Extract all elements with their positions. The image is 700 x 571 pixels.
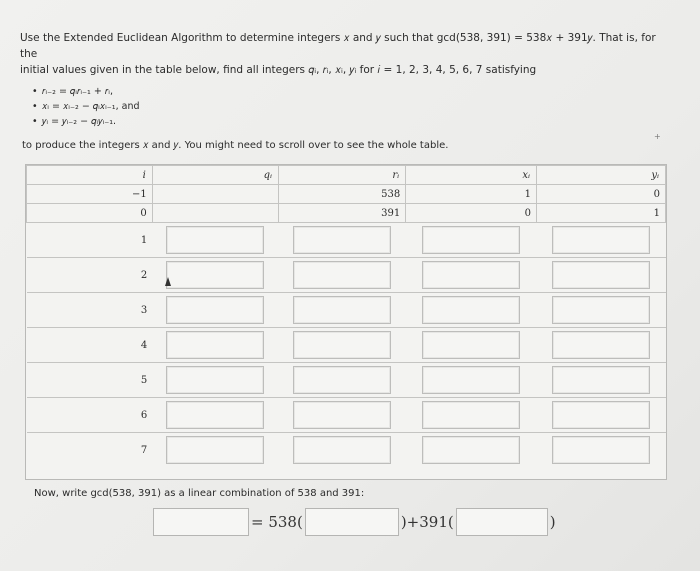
table-row bbox=[27, 204, 666, 223]
r-input[interactable] bbox=[293, 436, 391, 464]
mouse-cursor-icon bbox=[165, 277, 171, 286]
y-input[interactable] bbox=[552, 401, 650, 429]
cell-i: 6 bbox=[27, 398, 153, 433]
r-input[interactable] bbox=[293, 226, 391, 254]
cell-q bbox=[152, 204, 278, 223]
r-input[interactable] bbox=[293, 331, 391, 359]
q-input[interactable] bbox=[166, 401, 264, 429]
cell-x: 0 bbox=[406, 204, 537, 223]
y-input[interactable] bbox=[552, 296, 650, 324]
cell-i: 5 bbox=[27, 363, 153, 398]
cell-i: 3 bbox=[27, 293, 153, 328]
x-input[interactable] bbox=[422, 296, 520, 324]
recurrence-list bbox=[32, 84, 140, 129]
r-input[interactable] bbox=[293, 366, 391, 394]
cell-i: 4 bbox=[27, 328, 153, 363]
y-coefficient-input[interactable] bbox=[456, 508, 548, 536]
r-input[interactable] bbox=[293, 261, 391, 289]
euclid-table-container[interactable] bbox=[25, 164, 667, 480]
y-input[interactable] bbox=[552, 226, 650, 254]
cell-i: 0 bbox=[27, 204, 153, 223]
linear-combination-answer bbox=[153, 508, 558, 536]
y-input[interactable] bbox=[552, 366, 650, 394]
cell-r: 538 bbox=[279, 185, 406, 204]
cell-x: 1 bbox=[406, 185, 537, 204]
table-row bbox=[27, 328, 666, 363]
x-input[interactable] bbox=[422, 366, 520, 394]
x-input[interactable] bbox=[422, 331, 520, 359]
cell-y: 0 bbox=[536, 185, 665, 204]
header-r: 𝑟ᵢ bbox=[279, 166, 406, 185]
r-input[interactable] bbox=[293, 401, 391, 429]
cell-i: 1 bbox=[27, 223, 153, 258]
q-input[interactable] bbox=[166, 366, 264, 394]
x-input[interactable] bbox=[422, 226, 520, 254]
cell-y: 1 bbox=[536, 204, 665, 223]
euclid-table bbox=[26, 165, 666, 467]
x-input[interactable] bbox=[422, 261, 520, 289]
header-i: 𝑖 bbox=[27, 166, 153, 185]
q-input[interactable] bbox=[166, 436, 264, 464]
equals-538-label: = 538( bbox=[251, 513, 303, 531]
y-input[interactable] bbox=[552, 261, 650, 289]
scroll-instruction: to produce the integers 𝑥 and 𝑦. You might need to scroll over to see the whole table. bbox=[22, 140, 449, 151]
table-row bbox=[27, 433, 666, 468]
problem-line-1: Use the Extended Euclidean Algorithm to determine integers 𝑥 and 𝑦 such that gcd(538, 391) = 538𝑥 + 391𝑦. That is, for the bbox=[20, 32, 656, 60]
y-input[interactable] bbox=[552, 436, 650, 464]
recurrence-item: • 𝑥ᵢ = 𝑥ᵢ₋₂ − 𝑞ᵢ𝑥ᵢ₋₁, and bbox=[32, 101, 140, 112]
r-input[interactable] bbox=[293, 296, 391, 324]
problem-line-2: initial values given in the table below, find all integers 𝑞ᵢ, 𝑟ᵢ, 𝑥ᵢ, 𝑦ᵢ for 𝑖 = 1, 2, 3, 4, 5, 6, 7 satisfying bbox=[20, 64, 537, 76]
table-row bbox=[27, 363, 666, 398]
cell-q bbox=[152, 185, 278, 204]
q-input[interactable] bbox=[166, 296, 264, 324]
cell-i: 7 bbox=[27, 433, 153, 468]
linear-combination-prompt: Now, write gcd(538, 391) as a linear combination of 538 and 391: bbox=[34, 488, 365, 499]
tiny-marker: + bbox=[654, 132, 661, 141]
x-input[interactable] bbox=[422, 401, 520, 429]
q-input[interactable] bbox=[166, 226, 264, 254]
q-input[interactable] bbox=[166, 331, 264, 359]
recurrence-item: • 𝑟ᵢ₋₂ = 𝑞ᵢ𝑟ᵢ₋₁ + 𝑟ᵢ, bbox=[32, 86, 113, 97]
header-x: 𝑥ᵢ bbox=[406, 166, 537, 185]
plus-391-label: )+391( bbox=[400, 513, 454, 531]
table-row bbox=[27, 258, 666, 293]
x-coefficient-input[interactable] bbox=[305, 508, 399, 536]
cell-i: −1 bbox=[27, 185, 153, 204]
y-input[interactable] bbox=[552, 331, 650, 359]
table-row bbox=[27, 185, 666, 204]
table-row bbox=[27, 398, 666, 433]
cell-i: 2 bbox=[27, 258, 153, 293]
problem-statement bbox=[20, 30, 670, 78]
gcd-input[interactable] bbox=[153, 508, 249, 536]
table-row bbox=[27, 223, 666, 258]
close-paren-label: ) bbox=[549, 513, 556, 531]
cell-r: 391 bbox=[279, 204, 406, 223]
table-header-row bbox=[27, 166, 666, 185]
table-row bbox=[27, 293, 666, 328]
header-y: 𝑦ᵢ bbox=[536, 166, 665, 185]
x-input[interactable] bbox=[422, 436, 520, 464]
header-q: 𝑞ᵢ bbox=[152, 166, 278, 185]
q-input[interactable] bbox=[166, 261, 264, 289]
recurrence-item: • 𝑦ᵢ = 𝑦ᵢ₋₂ − 𝑞ᵢ𝑦ᵢ₋₁. bbox=[32, 116, 117, 127]
